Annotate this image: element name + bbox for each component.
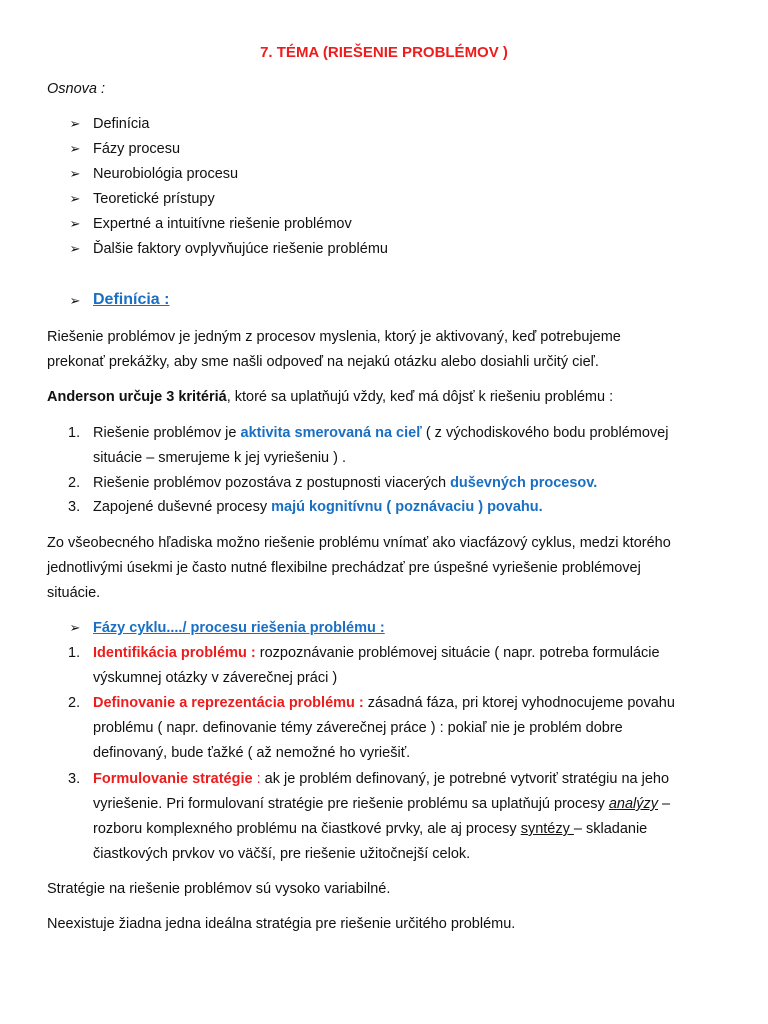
- list-item: [93, 770, 669, 788]
- arrow-bullet-icon: ➢: [69, 620, 81, 635]
- list-item: [93, 644, 660, 662]
- section-heading-definicia: Definícia :: [93, 291, 170, 308]
- item-text: ( z východiskového bodu problémovej: [421, 425, 669, 441]
- item-text: Zapojené duševné procesy: [93, 499, 272, 515]
- list-number: 2.: [68, 475, 81, 491]
- item-text: rozpoznávanie problémovej situácie ( napr. potreba formulácie: [255, 645, 660, 661]
- phase-heading: Definovanie a reprezentácia problému :: [93, 695, 364, 711]
- list-item-continuation: čiastkových prvkov vo väčší, pre riešenie užitočnejší celok.: [93, 846, 471, 862]
- arrow-bullet-icon: ➢: [69, 116, 81, 131]
- list-item: [93, 474, 597, 492]
- outline-item: Teoretické prístupy: [93, 191, 215, 207]
- arrow-bullet-icon: ➢: [69, 241, 81, 256]
- list-item: [93, 694, 675, 712]
- paragraph-line: Riešenie problémov je jedným z procesov myslenia, ktorý je aktivovaný, keď potrebujeme: [47, 329, 621, 345]
- arrow-bullet-icon: ➢: [69, 141, 81, 156]
- item-highlight: aktivita smerovaná na cieľ: [240, 425, 422, 441]
- arrow-bullet-icon: ➢: [69, 166, 81, 181]
- item-text: Riešenie problémov pozostáva z postupnosti viacerých: [93, 475, 451, 491]
- list-item-continuation: situácie – smerujeme k jej vyriešeniu ) .: [93, 450, 347, 466]
- item-text: –: [657, 796, 671, 812]
- item-highlight: duševných procesov.: [450, 475, 598, 491]
- item-text: zásadná fáza, pri ktorej vyhodnocujeme povahu: [363, 695, 675, 711]
- paragraph-line: situácie.: [47, 585, 101, 601]
- anderson-rest: , ktoré sa uplatňujú vždy, keď má dôjsť k riešeniu problému :: [226, 389, 614, 405]
- list-item-continuation: [93, 795, 670, 813]
- list-item: [93, 498, 543, 516]
- list-number: 3.: [68, 771, 81, 787]
- list-item: [93, 424, 668, 442]
- paragraph-line: Zo všeobecného hľadiska možno riešenie problému vnímať ako viacfázový cyklus, medzi ktorého: [47, 535, 671, 551]
- arrow-bullet-icon: ➢: [69, 191, 81, 206]
- item-text: rozboru komplexného problému na čiastkové prvky, ale aj procesy: [93, 821, 521, 837]
- list-number: 2.: [68, 695, 81, 711]
- list-item-continuation: problému ( napr. definovanie témy záverečnej práce ) : pokiaľ nie je problém dobre: [93, 720, 623, 736]
- term-analyzy: analýzy: [608, 796, 658, 812]
- phase-heading: Identifikácia problému :: [93, 645, 256, 661]
- phase-heading-colon: :: [252, 771, 261, 787]
- anderson-bold: Anderson určuje 3 kritériá: [47, 389, 227, 405]
- arrow-bullet-icon: ➢: [69, 293, 81, 308]
- paragraph-line: Stratégie na riešenie problémov sú vysoko variabilné.: [47, 881, 391, 897]
- paragraph-line: Neexistuje žiadna jedna ideálna stratégia pre riešenie určitého problému.: [47, 916, 516, 932]
- item-text: ak je problém definovaný, je potrebné vytvoriť stratégiu na jeho: [260, 771, 670, 787]
- outline-item: Neurobiológia procesu: [93, 166, 239, 182]
- section-heading-fazy: Fázy cyklu..../ procesu riešenia problému :: [93, 620, 385, 636]
- outline-item: Expertné a intuitívne riešenie problémov: [93, 216, 352, 232]
- list-number: 1.: [68, 425, 81, 441]
- item-text: Riešenie problémov je: [93, 425, 241, 441]
- list-number: 1.: [68, 645, 81, 661]
- phase-heading: Formulovanie stratégie: [93, 771, 253, 787]
- outline-label: Osnova :: [47, 81, 106, 97]
- item-highlight: majú kognitívnu ( poznávaciu ) povahu.: [271, 499, 543, 515]
- outline-item: Ďalšie faktory ovplyvňujúce riešenie problému: [93, 241, 388, 257]
- list-number: 3.: [68, 499, 81, 515]
- page-title: 7. TÉMA (RIEŠENIE PROBLÉMOV ): [260, 44, 508, 61]
- list-item-continuation: definovaný, bude ťažké ( až nemožné ho vyriešiť.: [93, 745, 411, 761]
- outline-item: Fázy procesu: [93, 141, 181, 157]
- arrow-bullet-icon: ➢: [69, 216, 81, 231]
- anderson-line: [47, 388, 613, 406]
- paragraph-line: jednotlivými úsekmi je často nutné flexibilne prechádzať pre úspešné vyriešenie problémovej: [47, 560, 641, 576]
- outline-item: Definícia: [93, 116, 150, 132]
- item-text: vyriešenie. Pri formulovaní stratégie pre riešenie problému sa uplatňujú procesy: [93, 796, 609, 812]
- list-item-continuation: výskumnej otázky v záverečnej práci ): [93, 670, 338, 686]
- item-text: – skladanie: [573, 821, 648, 837]
- paragraph-line: prekonať prekážky, aby sme našli odpoveď na nejakú otázku alebo dosiahli určitý cieľ.: [47, 354, 599, 370]
- term-syntezy: syntézy: [520, 821, 574, 837]
- list-item-continuation: [93, 820, 647, 838]
